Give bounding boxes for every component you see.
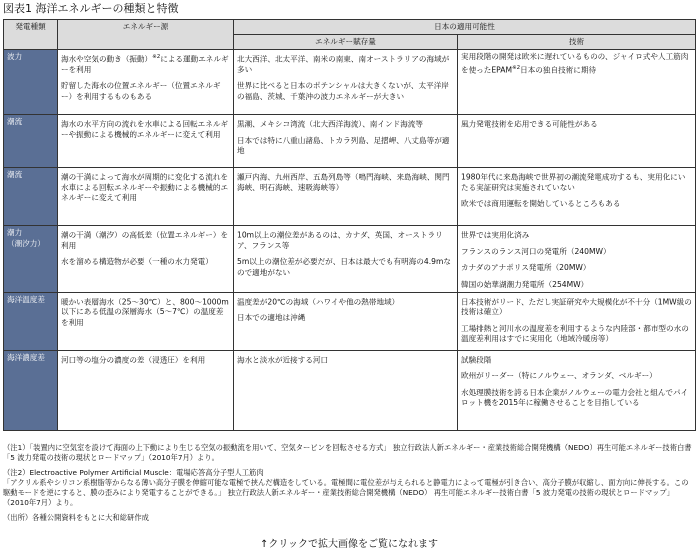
note-1: （注1）「装置内に空気室を設けて海面の上下動により生じる空気の振動流を用いて、空気タービンを回転させる方式」 独立行政法人新エネルギー・産業技術総合開発機構（NEDO）再生可能エネルギー技術白書「5 波力発電の技術の現状とロードマップ」（2010年7月）より。 — [3, 443, 692, 462]
header-type: 発電種類 — [4, 20, 58, 50]
cell-text: 10m以上の潮位差があるのは、カナダ、英国、オーストラリア、フランス等 — [237, 230, 443, 251]
cell-text: 温度差が20℃の海域（ハワイや他の熱帯地域） — [237, 297, 400, 307]
cell-text: 潮の干満によって海水が周期的に変化する流れを水車による回転エネルギーや振動による機械的エネルギーに変えて利用 — [61, 172, 229, 203]
potential-cell — [234, 168, 458, 226]
cell-paragraph — [61, 117, 230, 140]
cell-text: 北大西洋、北太平洋、南米の南東、南オーストラリアの海域が多い — [237, 54, 450, 75]
cell-text: 海水の水平方向の流れを水車による回転エネルギーや振動による機械的エネルギーに変えて利用 — [61, 119, 229, 140]
source-note: （出所）各種公開資料をもとに大和総研作成 — [3, 513, 149, 522]
cell-paragraph: 欧州がリーダー（特にノルウェー、オランダ、ベルギー） — [461, 371, 657, 381]
cell-paragraph — [461, 52, 692, 75]
header-row-top — [4, 20, 696, 35]
cell-paragraph — [61, 52, 230, 75]
potential-cell — [234, 350, 458, 430]
table-row — [4, 226, 696, 292]
cell-paragraph — [461, 353, 692, 366]
cell-paragraph: 世界に比べると日本のポテンシャルは大きくないが、太平洋岸の福島、茨城、千葉沖の波力エネルギーが大きい — [237, 81, 449, 101]
row-type-label: 波力 — [7, 52, 23, 62]
table-body — [4, 20, 696, 431]
cell-text: 日本の独自技術に期待 — [520, 65, 597, 75]
cell-paragraph: 日本での適地は沖縄 — [237, 313, 306, 323]
energy-source-cell — [58, 115, 234, 168]
cell-paragraph: 水処理膜技術を誇る日本企業がノルウェーの電力会社と組んでパイロット機を2015年に稼働させることを目指している — [461, 387, 689, 407]
cell-text: 風力発電技術を応用できる可能性がある — [461, 119, 598, 129]
potential-cell — [234, 115, 458, 168]
table-row — [4, 50, 696, 115]
table-row — [4, 292, 696, 350]
cell-paragraph — [237, 228, 454, 251]
note-2-detail: 「アクリル系やシリコン系樹脂等からなる薄い高分子膜を伸縮可能な電極で挟んだ構造をしている。電極間に電位差が与えられると静電力によって電極が引き合い、高分子膜が収縮し、面方向に伸長する。この駆動モードを逆にすると、膜の歪みにより発電することができる。」 独立行政法人新エネルギー・産業技術総合開発機構（NEDO） 再生可能エネルギー技術白書「5 波力発電の技術の現状とロードマップ」（2010年7月）より。 — [3, 478, 689, 507]
footnote-marker: ※2 — [152, 54, 161, 61]
technology-cell — [458, 115, 696, 168]
cell-paragraph — [461, 117, 692, 130]
row-type-cell — [4, 168, 58, 226]
technology-cell — [458, 292, 696, 350]
enlarge-caption[interactable]: ↑クリックで拡大画像をご覧になれます — [260, 539, 438, 550]
cell-paragraph: フランスのランス河口の発電所（240MW） — [461, 247, 611, 257]
cell-text: 試験段階 — [461, 355, 492, 365]
cell-paragraph — [237, 52, 454, 75]
row-type-label: 海洋濃度差 — [7, 352, 45, 362]
footnote-marker: ※2 — [512, 64, 521, 71]
cell-paragraph: 工場排熱と河川水の温度差を利用するような内陸部・都市型の水の温度差利用はすでに実用化（地域冷暖房等） — [461, 323, 689, 343]
row-type-label: 潮流 — [7, 170, 23, 180]
table-row — [4, 115, 696, 168]
cell-text: 世界では実用化済み — [461, 230, 530, 240]
cell-text: 海水や空気の動き（振動） — [61, 54, 153, 64]
energy-source-cell — [58, 168, 234, 226]
cell-paragraph — [461, 295, 692, 318]
cell-paragraph — [61, 295, 230, 328]
cell-paragraph: 欧米では商用運転を開始しているところもある — [461, 199, 621, 209]
row-type-cell — [4, 226, 58, 292]
note-2: （注2）Electroactive Polymer Artificial Muscle：電場応答高分子型人工筋肉 — [3, 468, 264, 477]
cell-text: 実用段階の開発は欧米に遅れているものの、ジャイロ式や人工筋肉を使ったEPAM — [461, 52, 689, 75]
energy-source-cell — [58, 50, 234, 115]
figure-title: 図表1 海洋エネルギーの種類と特徴 — [3, 2, 179, 15]
row-type-label: 海洋温度差 — [7, 294, 45, 304]
energy-source-cell — [58, 226, 234, 292]
energy-source-cell — [58, 350, 234, 430]
row-type-cell — [4, 350, 58, 430]
technology-cell — [458, 226, 696, 292]
energy-source-cell — [58, 292, 234, 350]
cell-paragraph: 水を溜める構造物が必要（一種の水力発電） — [61, 257, 213, 267]
cell-paragraph — [61, 228, 230, 251]
cell-paragraph — [237, 170, 454, 193]
row-type-label: 潮流 — [7, 117, 23, 127]
cell-paragraph — [61, 353, 230, 366]
cell-text: による運動エネルギーを利用 — [61, 54, 229, 75]
technology-cell — [458, 50, 696, 115]
cell-paragraph — [461, 170, 692, 193]
energy-table — [3, 19, 696, 431]
cell-paragraph — [237, 117, 454, 130]
table-row — [4, 350, 696, 430]
cell-paragraph: 韓国の始華湖潮力発電所（254MW） — [461, 279, 589, 289]
cell-text: 瀬戸内海、九州西岸、五島列島等（鳴門海峡、来島海峡、関門海峡、明石海峡、速吸海峡等） — [237, 172, 450, 193]
potential-cell — [234, 50, 458, 115]
cell-paragraph: カナダのアナポリス発電所（20MW） — [461, 263, 591, 273]
cell-text: 潮の干満（潮汐）の高低差（位置エネルギー）を利用 — [61, 230, 229, 251]
row-type-cell — [4, 292, 58, 350]
technology-cell — [458, 350, 696, 430]
header-potential: エネルギー賦存量 — [234, 35, 458, 50]
cell-text: 日本技術がリード、ただし実証研究や大規模化が不十分（1MW級の技術は確立） — [461, 297, 692, 317]
cell-paragraph — [237, 295, 454, 308]
cell-text: 黒潮、メキシコ湾流（北大西洋海流）、南インド海流等 — [237, 119, 423, 129]
header-technology: 技術 — [458, 35, 696, 50]
cell-text: 1980年代に来島海峡で世界初の潮流発電成功するも、実用化にいたる実証研究は実施されていない — [461, 172, 686, 193]
header-energy-source: エネルギー源 — [58, 20, 234, 50]
header-applicability: 日本の適用可能性 — [234, 20, 696, 35]
potential-cell — [234, 292, 458, 350]
row-type-label: （潮汐力） — [7, 238, 45, 248]
potential-cell — [234, 226, 458, 292]
cell-text: 暖かい表層海水（25～30℃）と、800～1000m以下にある低温の深層海水（5～7℃）の温度差を利用 — [61, 297, 229, 327]
row-type-cell — [4, 50, 58, 115]
cell-text: 海水と淡水が近接する河口 — [237, 355, 329, 365]
cell-paragraph — [461, 228, 692, 241]
cell-paragraph: 5m以上の潮位差が必要だが、日本は最大でも有明海の4.9mなので適地がない — [237, 257, 451, 277]
cell-paragraph: 貯留した海水の位置エネルギー（位置エネルギー）を利用するものもある — [61, 81, 221, 101]
cell-paragraph: 日本では特に八重山諸島、トカラ列島、足摺岬、八丈島等が適地 — [237, 136, 450, 156]
cell-paragraph — [61, 170, 230, 203]
row-type-label: 潮力 — [7, 228, 23, 238]
cell-text: 河口等の塩分の濃度の差（浸透圧）を利用 — [61, 355, 206, 365]
row-type-cell — [4, 115, 58, 168]
technology-cell — [458, 168, 696, 226]
table-row — [4, 168, 696, 226]
notes — [3, 443, 695, 523]
cell-paragraph — [237, 353, 454, 366]
